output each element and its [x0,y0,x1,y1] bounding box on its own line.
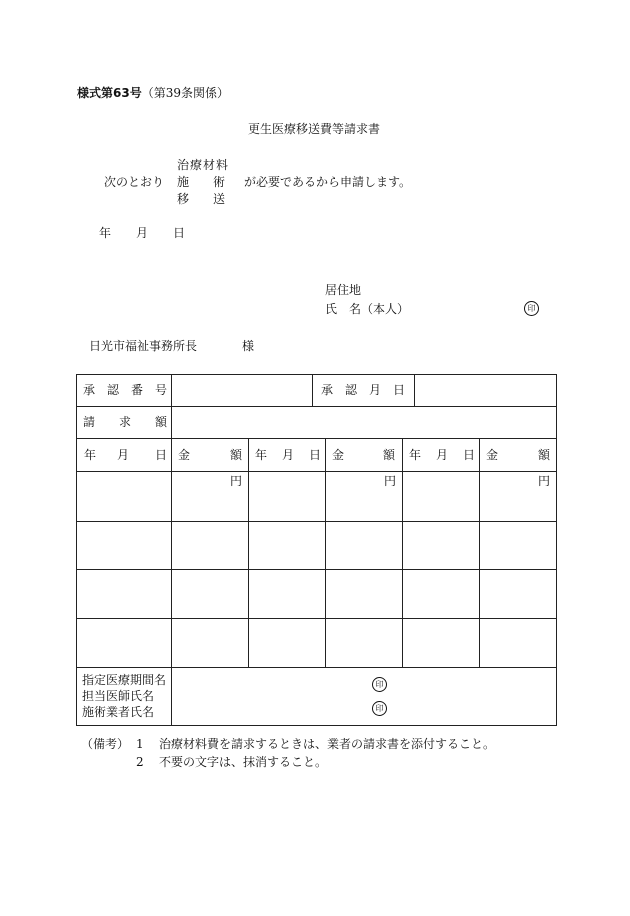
page-title: 更生医療移送費等請求書 [248,122,381,136]
table-line [325,438,326,667]
option-treatment: 施 術 [177,175,226,189]
table-line [76,569,557,570]
header-year: 年 [255,448,268,462]
practitioner-name-label: 施術業者氏名 [82,705,155,719]
table-line [171,667,172,726]
header-amount-kin: 金 [178,448,191,462]
yen-unit: 円 [384,474,397,488]
address-label: 居住地 [325,283,362,297]
header-month: 月 [436,448,449,462]
form-article: （第39条関係） [141,86,229,100]
notes-label: （備考） [81,737,130,751]
header-amount-gaku: 額 [230,448,243,462]
table-line [171,438,172,667]
doctor-seal-icon: 印 [372,677,387,692]
option-transport: 移 送 [177,192,226,206]
table-line [76,374,557,375]
applicant-seal-icon: 印 [524,301,539,316]
header-day: 日 [463,448,476,462]
table-line [76,471,557,472]
table-line [76,725,557,726]
addressee-office: 日光市福祉事務所長 [89,339,198,353]
header-year: 年 [409,448,422,462]
table-line [76,618,557,619]
table-line [556,374,557,726]
date-month: 月 [136,226,149,240]
medical-institution-label: 指定医療期間名 [82,673,167,687]
table-line [312,374,313,406]
table-line [402,438,403,667]
note-text: 治療材料費を請求するときは、業者の請求書を添付すること。 [159,737,496,751]
note-text: 不要の文字は、抹消すること。 [159,755,328,769]
table-line [248,438,249,667]
date-day: 日 [173,226,186,240]
request-suffix: が必要であるから申請します。 [244,175,412,189]
table-line [76,438,557,439]
claim-amount-label: 請 求 額 [83,415,168,429]
approval-number-label: 承 認 番 号 [83,383,168,397]
table-line [171,374,172,438]
header-amount-gaku: 額 [538,448,551,462]
header-amount-kin: 金 [486,448,499,462]
table-line [76,667,557,668]
note-number: 2 [136,755,144,769]
yen-unit: 円 [538,474,551,488]
name-label: 氏 名（本人） [325,302,410,316]
table-line [76,374,77,726]
note-number: 1 [136,737,144,751]
table-line [414,374,415,406]
header-day: 日 [155,448,168,462]
header-amount-kin: 金 [332,448,345,462]
date-year: 年 [99,226,112,240]
addressee-honorific: 様 [242,339,255,353]
form-number [77,86,229,100]
header-month: 月 [117,448,130,462]
header-year: 年 [84,448,97,462]
approval-date-label: 承 認 月 日 [321,383,406,397]
doctor-name-label: 担当医師氏名 [82,689,155,703]
practitioner-seal-icon: 印 [372,701,387,716]
header-amount-gaku: 額 [383,448,396,462]
yen-unit: 円 [230,474,243,488]
request-prefix: 次のとおり [104,175,165,189]
form-no: 様式第63号 [77,86,142,100]
table-line [479,438,480,667]
table-line [76,521,557,522]
header-day: 日 [309,448,322,462]
header-month: 月 [282,448,295,462]
option-materials: 治療材料 [177,158,230,172]
table-line [76,406,557,407]
